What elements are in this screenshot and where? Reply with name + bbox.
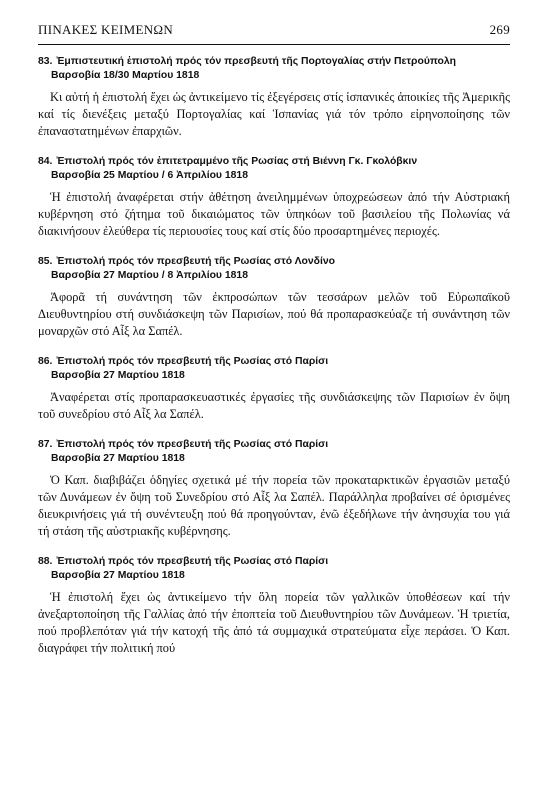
entry-summary: Κι αὐτή ἡ ἐπιστολή ἔχει ὡς ἀντικείμενο τίς ἐξεγέρσεις στίς ἱσπανικές ἀποικίες τῆς Ἀμερικῆς καί τίς διενέξεις μεταξύ Πορτογαλίας καί Ἱσπανίας γιά τόν τρόπο εἰρηνοποίησης τῶν ἐπαναστατημένων ἐπαρχιῶν. bbox=[38, 90, 510, 138]
entry-date: Βαρσοβία 27 Μαρτίου 1818 bbox=[51, 570, 185, 581]
entry-title: Ἐπιστολή πρός τόν πρεσβευτή τῆς Ρωσίας στό Παρίσι bbox=[56, 556, 329, 567]
entry-title: Ἐπιστολή πρός τόν πρεσβευτή τῆς Ρωσίας στό Λονδίνο bbox=[56, 256, 335, 267]
entry-heading bbox=[38, 155, 510, 169]
running-title: ΠΙΝΑΚΕΣ ΚΕΙΜΕΝΩΝ bbox=[38, 22, 174, 37]
entry-date: Βαρσοβία 27 Μαρτίου 1818 bbox=[51, 370, 185, 381]
entry-date: Βαρσοβία 25 Μαρτίου / 6 Ἀπριλίου 1818 bbox=[51, 170, 248, 181]
entry-summary: Ἀναφέρεται στίς προπαρασκευαστικές ἐργασίες τῆς συνδιάσκεψης τῶν Παρισίων ἐν ὄψη τοῦ συνεδρίου στό Αἶξ λα Σαπέλ. bbox=[38, 390, 510, 421]
entry-title: Ἐπιστολή πρός τόν ἐπιτετραμμένο τῆς Ρωσίας στή Βιέννη Γκ. Γκολόβκιν bbox=[56, 156, 418, 167]
running-header bbox=[38, 22, 510, 38]
entry-number: 84. bbox=[38, 156, 53, 167]
entry-heading bbox=[38, 438, 510, 452]
entry-heading bbox=[38, 55, 510, 69]
entry-date: Βαρσοβία 27 Μαρτίου / 8 Ἀπριλίου 1818 bbox=[51, 270, 248, 281]
document-entry bbox=[38, 255, 510, 340]
document-entry bbox=[38, 438, 510, 540]
entry-title: Ἐπιστολή πρός τόν πρεσβευτή τῆς Ρωσίας στό Παρίσι bbox=[56, 439, 329, 450]
document-entry bbox=[38, 155, 510, 240]
entry-summary: Ἡ ἐπιστολή ἔχει ὡς ἀντικείμενο τήν ὅλη πορεία τῶν γαλλικῶν ὑποθέσεων καί τήν ἀνεξαρτοποίηση τῆς Γαλλίας ἀπό τήν ἐποπτεία τοῦ Διευθυντηρίου τῶν Δυνάμεων. Ἡ τριετία, πού προβλεπόταν γιά τήν κατοχή τῆς ἀπό τά συμμαχικά στρατεύματα εἶχε περάσει. Ὁ Καπ. διαγράφει τήν πολιτική πού bbox=[38, 590, 510, 655]
entry-heading bbox=[38, 255, 510, 269]
header-rule bbox=[38, 44, 510, 45]
entry-number: 85. bbox=[38, 256, 53, 267]
entry-heading bbox=[38, 355, 510, 369]
entry-number: 88. bbox=[38, 556, 53, 567]
entry-heading bbox=[38, 555, 510, 569]
entry-date: Βαρσοβία 27 Μαρτίου 1818 bbox=[51, 453, 185, 464]
document-entry bbox=[38, 55, 510, 140]
entry-summary: Ὁ Καπ. διαβιβάζει ὁδηγίες σχετικά μέ τήν πορεία τῶν προκαταρκτικῶν ἐργασιῶν μεταξύ τῶν Δυνάμεων ἐν ὄψη τοῦ Συνεδρίου στό Αἶξ λα Σαπέλ. Παράλληλα προβαίνει σέ ὁρισμένες διευκρινήσεις γιά τή συνέντευξη πού θά προηγούνταν, ἐνῶ ἐξεδήλωνε τήν ἀνησυχία του γιά τή στάση τῆς αὐστριακῆς κυβέρνησης. bbox=[38, 473, 510, 538]
entry-summary: Ἀφορᾶ τή συνάντηση τῶν ἐκπροσώπων τῶν τεσσάρων μελῶν τοῦ Εὐρωπαϊκοῦ Διευθυντηρίου στή συνδιάσκεψη τῶν Παρισίων, πού θά προπαρασκεύαζε τή συνάντηση τῶν μοναρχῶν στό Αἶξ λα Σαπέλ. bbox=[38, 290, 510, 338]
entry-number: 83. bbox=[38, 56, 53, 67]
page-number: 269 bbox=[489, 22, 510, 37]
document-entry bbox=[38, 355, 510, 423]
entry-date: Βαρσοβία 18/30 Μαρτίου 1818 bbox=[51, 70, 200, 81]
entry-number: 86. bbox=[38, 356, 53, 367]
document-entry bbox=[38, 555, 510, 657]
entry-title: Ἐμπιστευτική ἐπιστολή πρός τόν πρεσβευτή τῆς Πορτογαλίας στήν Πετρούπολη bbox=[56, 56, 457, 67]
entry-title: Ἐπιστολή πρός τόν πρεσβευτή τῆς Ρωσίας στό Παρίσι bbox=[56, 356, 329, 367]
entry-summary: Ἡ ἐπιστολή ἀναφέρεται στήν ἀθέτηση ἀνειλημμένων ὑποχρεώσεων ἀπό τήν Αὐστριακή κυβέρνηση στό ζήτημα τοῦ δικαιώματος τῶν ὑπηκόων τοῦ βασιλείου τῆς Πολωνίας νά διακινήσουν ἐλεύθερα τίς περιουσίες τους καί στίς δύο προσαρτημένες περιοχές. bbox=[38, 190, 510, 238]
entry-number: 87. bbox=[38, 439, 53, 450]
